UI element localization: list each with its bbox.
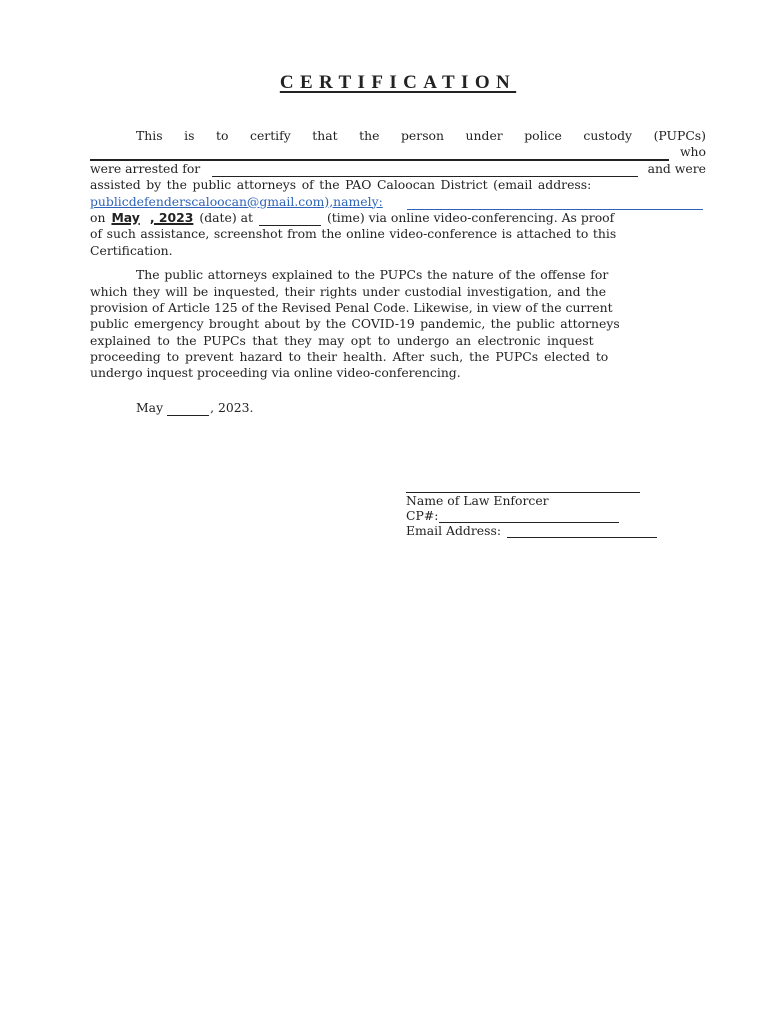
p2-line-5: explained to the PUPCs that they may opt to undergo an electronic inquest (90, 332, 594, 348)
document-title: CERTIFICATION (279, 72, 517, 93)
document-body (90, 128, 706, 416)
name-of-law-enforcer-label: Name of Law Enforcer (406, 493, 549, 508)
offense-blank[interactable] (212, 164, 637, 177)
p1-line-3 (90, 161, 706, 177)
date-month: May (111, 209, 140, 225)
cp-blank[interactable] (439, 510, 619, 523)
p1-assisted: assisted by the public attorneys of the PAO Caloocan District (email address: (90, 177, 592, 193)
p1-time-via: (time) via online video-conferencing. As proof (326, 209, 615, 225)
email-blank[interactable] (507, 525, 657, 538)
time-blank[interactable] (259, 213, 321, 226)
cp-label: CP#: (406, 508, 439, 523)
p1-word: police (524, 127, 562, 143)
p1-and-were: and were (647, 160, 706, 176)
p2-line-2: which they will be inquested, their rights under custodial investigation, and the (90, 283, 607, 299)
p1-word: the (359, 127, 380, 143)
signature-line[interactable] (406, 478, 640, 493)
p2-line-6: proceeding to prevent hazard to their health. After such, the PUPCs elected to (90, 349, 609, 365)
date-line (90, 400, 706, 416)
date-line-month: May (136, 399, 164, 415)
email-row (406, 523, 706, 538)
pupc-names-blank[interactable] (90, 147, 669, 161)
p1-word: to (216, 127, 229, 143)
p1-line-4 (90, 177, 706, 193)
p1-word: that (312, 127, 338, 143)
name-row (406, 493, 706, 508)
attorney-names-blank[interactable] (407, 197, 703, 210)
day-blank[interactable] (167, 403, 209, 416)
p1-word: person (401, 127, 444, 143)
p1-screenshot: of such assistance, screenshot from the online video-conference is attached to this (90, 226, 617, 242)
date-line-year: , 2023. (210, 399, 254, 415)
email-address-label: Email Address: (406, 523, 502, 538)
p1-date-at: (date) at (199, 209, 253, 225)
cp-row (406, 508, 706, 523)
p1-word: certify (250, 127, 291, 143)
p2-line-3: provision of Article 125 of the Revised Penal Code. Likewise, in view of the current (90, 299, 613, 315)
p1-word: is (184, 127, 195, 143)
p1-word: (PUPCs) (653, 127, 706, 143)
p1-arrested-for: were arrested for (90, 160, 201, 176)
paragraph-2 (90, 267, 706, 382)
email-link[interactable]: publicdefenderscaloocan@gmail.com),namely: (90, 193, 383, 209)
p1-line-8 (90, 243, 706, 259)
p1-who: who (679, 144, 706, 160)
signature-block (406, 478, 706, 538)
p1-line-6 (90, 210, 706, 226)
p1-on: on (90, 209, 106, 225)
p1-certification: Certification. (90, 242, 173, 258)
p2-line-1: The public attorneys explained to the PUPCs the nature of the offense for (136, 267, 609, 283)
p1-line-2 (90, 144, 706, 160)
date-year: , 2023 (149, 209, 194, 225)
p1-line-1 (90, 128, 706, 144)
p1-line-5 (90, 194, 706, 210)
p1-word: under (465, 127, 503, 143)
p2-line-4: public emergency brought about by the COVID-19 pandemic, the public attorneys (90, 316, 620, 332)
p2-line-7: undergo inquest proceeding via online video-conferencing. (90, 365, 461, 381)
p1-word: custody (583, 127, 633, 143)
p1-line-7 (90, 226, 706, 242)
p1-word: This (136, 127, 163, 143)
